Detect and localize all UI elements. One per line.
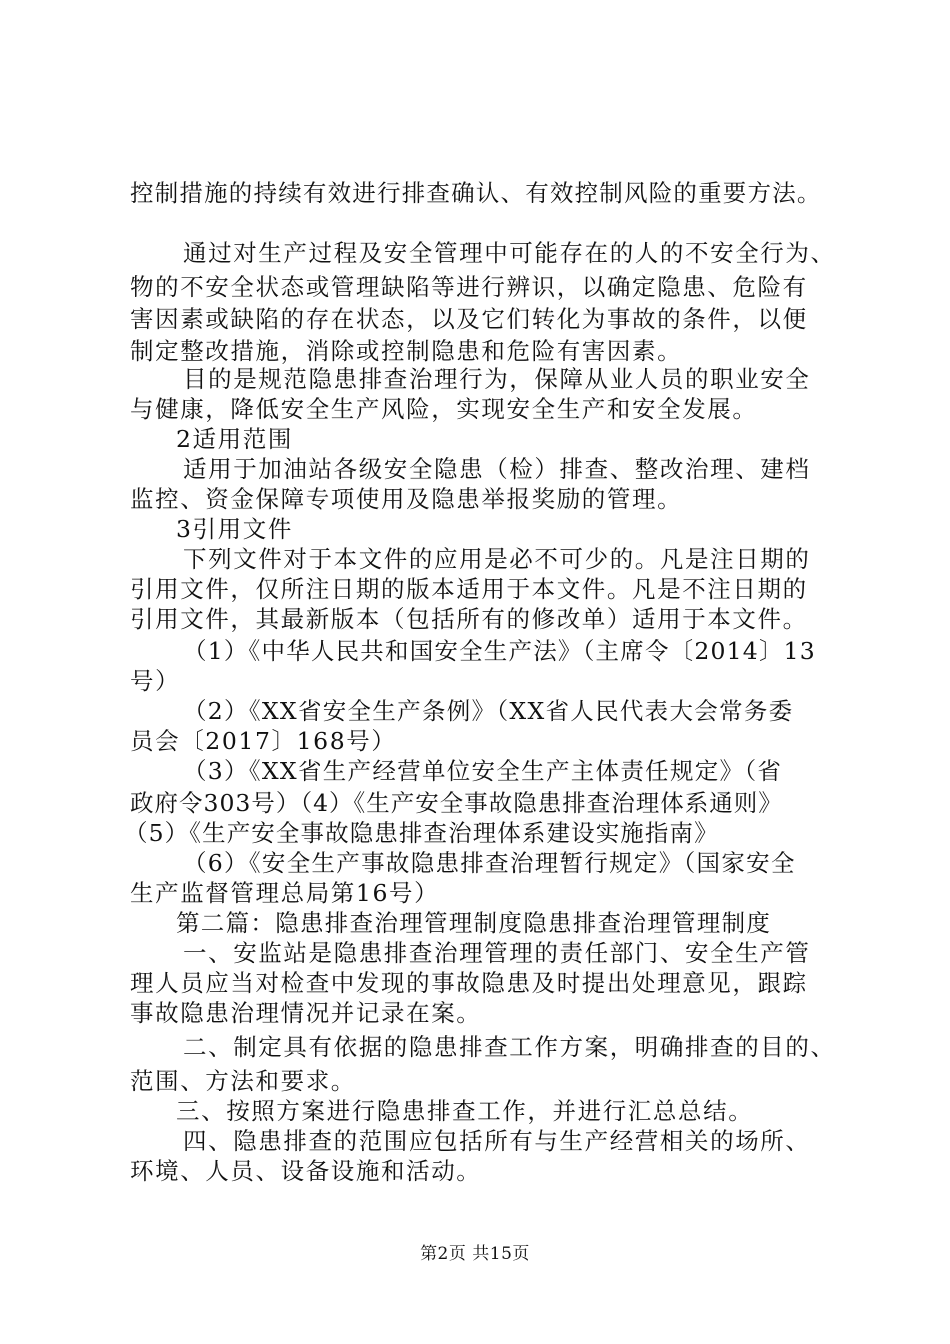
text-line: 害因素或缺陷的存在状态，以及它们转化为事故的条件，以便: [130, 305, 808, 333]
text-line: 环境、人员、设备设施和活动。: [130, 1157, 482, 1185]
text-line: 员会〔2017〕168号）: [130, 727, 397, 755]
text-line: 二、制定具有依据的隐患排查工作方案，明确排查的目的、: [183, 1033, 836, 1061]
text-line: 事故隐患治理情况并记录在案。: [130, 999, 482, 1027]
text-line: 理人员应当对检查中发现的事故隐患及时提出处理意见，跟踪: [130, 969, 808, 997]
section-heading: 2适用范围: [176, 425, 293, 453]
text-line: 物的不安全状态或管理缺陷等进行辨识，以确定隐患、危险有: [130, 273, 808, 301]
text-line: 号）: [130, 667, 181, 695]
section-heading: 3引用文件: [176, 515, 293, 543]
text-line: 控制措施的持续有效进行排查确认、有效控制风险的重要方法。: [130, 179, 822, 207]
page-number: 第2页 共15页: [420, 1244, 530, 1264]
text-line: 政府令303号）（4）《生产安全事故隐患排查治理体系通则》: [130, 789, 783, 817]
text-line: 监控、资金保障专项使用及隐患举报奖励的管理。: [130, 485, 683, 513]
text-line: 下列文件对于本文件的应用是必不可少的。凡是注日期的: [183, 545, 811, 573]
text-line: （5）《生产安全事故隐患排查治理体系建设实施指南》: [124, 819, 719, 847]
text-line: 制定整改措施，消除或控制隐患和危险有害因素。: [130, 337, 683, 365]
text-line: （3）《XX省生产经营单位安全生产主体责任规定》（省: [183, 757, 783, 785]
text-line: 四、隐患排查的范围应包括所有与生产经营相关的场所、: [183, 1127, 811, 1155]
text-line: （6）《安全生产事故隐患排查治理暂行规定》（国家安全: [183, 849, 796, 877]
text-line: 通过对生产过程及安全管理中可能存在的人的不安全行为、: [183, 239, 836, 267]
text-line: 一、安监站是隐患排查治理管理的责任部门、安全生产管: [183, 939, 811, 967]
text-line: 生产监督管理总局第16号）: [130, 879, 440, 907]
text-line: （2）《XX省安全生产条例》（XX省人民代表大会常务委: [183, 697, 794, 725]
text-line: 引用文件，仅所注日期的版本适用于本文件。凡是不注日期的: [130, 575, 808, 603]
text-line: 三、按照方案进行隐患排查工作，并进行汇总总结。: [176, 1097, 754, 1125]
text-line: 适用于加油站各级安全隐患（检）排查、整改治理、建档: [183, 455, 811, 483]
text-line: 引用文件，其最新版本（包括所有的修改单）适用于本文件。: [130, 605, 808, 633]
text-line: 与健康，降低安全生产风险，实现安全生产和安全发展。: [130, 395, 758, 423]
text-line: 范围、方法和要求。: [130, 1067, 356, 1095]
text-line: 目的是规范隐患排查治理行为，保障从业人员的职业安全: [183, 365, 811, 393]
section-heading: 第二篇：隐患排查治理管理制度隐患排查治理管理制度: [176, 909, 772, 937]
text-line: （1）《中华人民共和国安全生产法》（主席令〔2014〕13: [183, 637, 816, 665]
